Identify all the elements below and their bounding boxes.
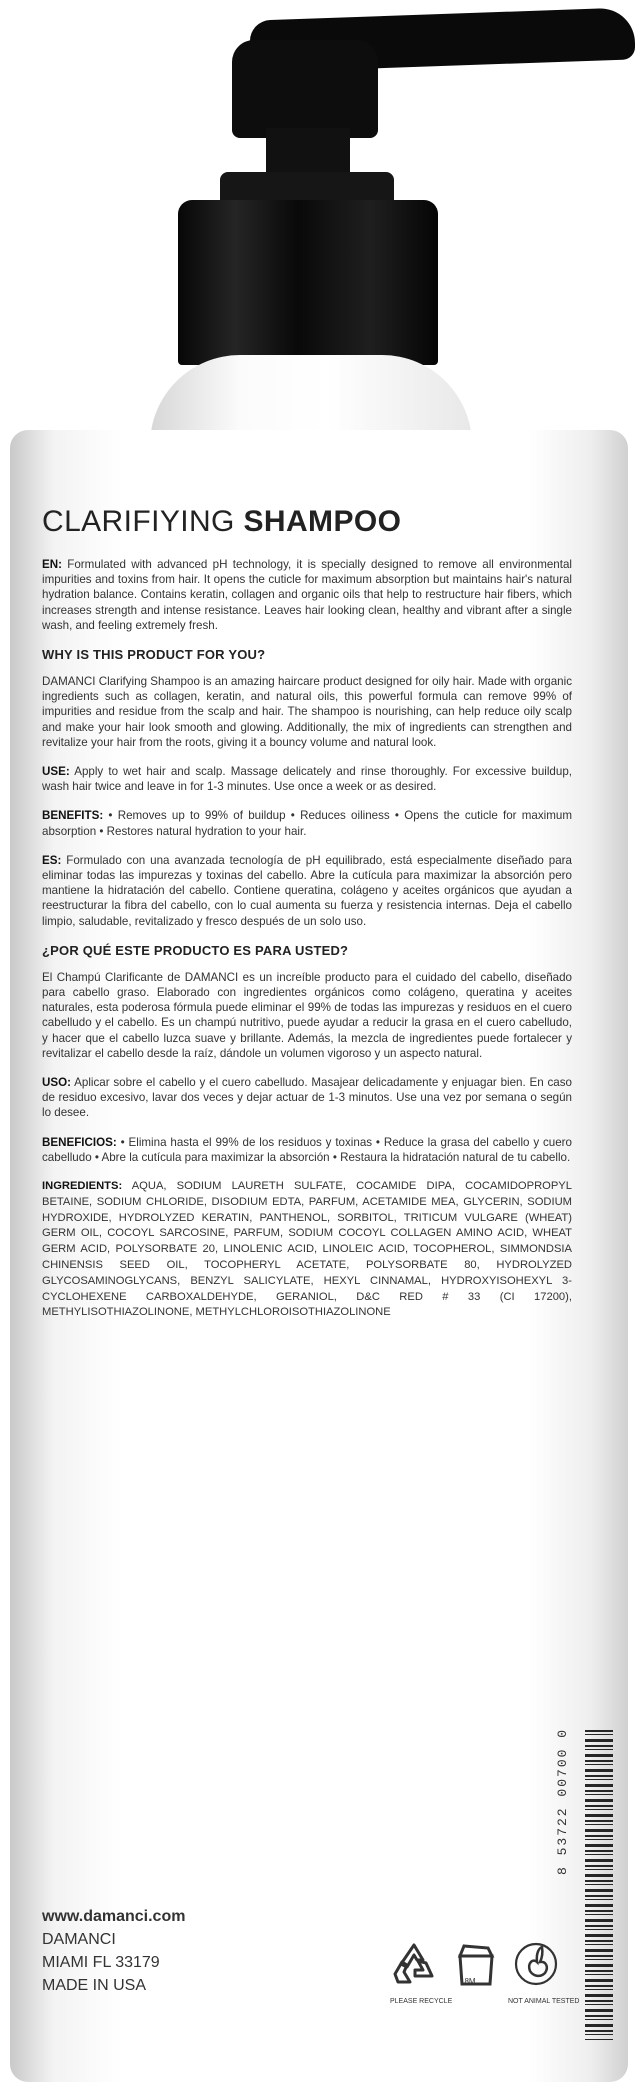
spanish-use-instructions xyxy=(42,1075,572,1121)
title-light: CLARIFIYING xyxy=(42,505,235,538)
brand-name: DAMANCI xyxy=(42,1931,116,1948)
cruelty-free-text: NOT ANIMAL TESTED xyxy=(508,1998,580,2005)
use-label: USE: xyxy=(42,765,70,779)
why-heading: WHY IS THIS PRODUCT FOR YOU? xyxy=(42,647,266,663)
recycle-text: PLEASE RECYCLE xyxy=(390,1998,453,2005)
spanish-language-label: ES: xyxy=(42,853,62,867)
product-label xyxy=(42,505,572,1335)
barcode xyxy=(585,1730,613,2040)
english-description xyxy=(42,557,572,633)
spanish-use-label: USO: xyxy=(42,1076,71,1090)
barcode-number: 8 53722 00700 0 xyxy=(555,1727,570,1875)
spanish-benefits xyxy=(42,1135,572,1165)
spanish-why-heading: ¿POR QUÉ ESTE PRODUCTO ES PARA USTED? xyxy=(42,942,349,958)
spanish-text: Formulado con una avanzada tecnología de pH equilibrado, está especialmente diseñado para eliminar todas las impurezas y toxinas del cabello. Abre la cutícula para maximizar la absorción pero mantiene la hidratación del cabello. Contiene queratina, colágeno y aceites orgánicos que ayudan a reestructurar la fibra del cabello, con lo cual aumenta su fuerza y resistencia internas. Deja el cabello limpio, saludable, revitalizado y fresco después de un solo uso. xyxy=(42,853,572,928)
made-in: MADE IN USA xyxy=(42,1977,147,1994)
english-text: Formulated with advanced pH technology, it is specially designed to remove all environmental impurities and toxins from hair. It opens the cuticle for maximum absorption but maintains hair's natural hydration balance. Contains keratin, collagen and organic oils that help to restructure hair fibers, which increases strength and intense resistance. Leaves hair looking clean, healthy and vibrant after a single wash, and feeling extremely fresh. xyxy=(42,558,572,632)
bottle-cap xyxy=(178,200,438,365)
ingredients xyxy=(42,1179,572,1321)
product-title xyxy=(42,505,572,539)
benefits-label: BENEFITS: xyxy=(42,809,104,823)
pao-text: 18M xyxy=(460,1977,476,1986)
ingredients-label: INGREDIENTS: xyxy=(42,1180,123,1193)
pump-head xyxy=(232,40,378,138)
city-line: MIAMI FL 33179 xyxy=(42,1954,160,1971)
symbols-group xyxy=(390,1940,580,2030)
website: www.damanci.com xyxy=(42,1908,186,1925)
english-language-label: EN: xyxy=(42,558,62,571)
company-address xyxy=(42,1905,185,1997)
spanish-use-text: Aplicar sobre el cabello y el cuero cabelludo. Masajear delicadamente y enjuagar bien. En caso de residuo excesivo, lavar dos veces y dejar actuar de 1-3 minutos. Use una vez por semana o según lo desee. xyxy=(42,1076,572,1120)
bunny-icon xyxy=(512,1940,560,1988)
spanish-benefits-text: • Elimina hasta el 99% de los residuos y toxinas • Reduce la grasa del cabello y cuero cabelludo • Abre la cutícula para maximizar la absorción • Restaura la hidratación natural de tu cabello. xyxy=(42,1135,572,1164)
use-instructions xyxy=(42,764,572,794)
benefits-text: • Removes up to 99% of buildup • Reduces oiliness • Opens the cuticle for maximum absorption • Restores natural hydration to your hair. xyxy=(42,809,572,838)
benefits xyxy=(42,808,572,838)
title-bold: SHAMPOO xyxy=(243,505,402,538)
use-text: Apply to wet hair and scalp. Massage delicately and rinse thoroughly. For excessive buildup, wash hair twice and leave in for 1-3 minutes. Use once a week or as desired. xyxy=(42,765,572,794)
ingredients-text: AQUA, SODIUM LAURETH SULFATE, COCAMIDE DIPA, COCAMIDOPROPYL BETAINE, SODIUM CHLORIDE, DISODIUM EDTA, PARFUM, ACETAMIDE MEA, GLYCERIN, SODIUM HYDROXIDE, HYDROLYZED KERATIN, PANTHENOL, SORBITOL, TRITICUM VULGARE (WHEAT) GERM OIL, COCOYL SARCOSINE, PARFUM, SODIUM COCOYL COLLAGEN AMINO ACID, WHEAT GERM ACID, POLYSORBATE 20, LINOLENIC ACID, LINOLEIC ACID, TOCOPHEROL, SIMMONDSIA CHINENSIS SEED OIL, TOCOPHERYL ACETATE, POLYSORBATE 80, HYDROLYZED GLYCOSAMINOGLYCANS, BENZYL SALICYLATE, HEXYL CINNAMAL, HYDROXYISOHEXYL 3-CYCLOHEXENE CARBOXALDEHYDE, GERANIOL, D&C RED # 33 (CI 17200), METHYLISOTHIAZOLINONE, METHYLCHLOROISOTHIAZOLINONE xyxy=(42,1180,572,1319)
spanish-benefits-label: BENEFICIOS: xyxy=(42,1135,117,1149)
recycle-icon xyxy=(390,1940,438,1988)
spanish-why-text: El Champú Clarificante de DAMANCI es un increíble producto para el cuidado del cabello, diseñado para cabello graso. Elaborado con ingredientes orgánicos como colágeno, queratina y aceites naturales, esta poderosa fórmula puede eliminar el 99% de todas las impurezas y residuos en el cuero cabelludo y el cabello. Es un champú nutritivo, puede ayudar a reducir la grasa en el cuero cabelludo, y hacer que el cabello luzca suave y brillante. Además, la mezcla de ingredientes puede fortalecer y revitalizar el cabello desde la raíz, dándole un volumen vigoroso y un aspecto natural. xyxy=(42,970,572,1060)
why-text: DAMANCI Clarifying Shampoo is an amazing haircare product designed for oily hair. Made with organic ingredients such as collagen, keratin, and natural oils, this powerful formula can remove 99% of impurities and residue from the scalp and hair. The shampoo is nourishing, can help reduce oily scalp and make your hair look smooth and glowing. Additionally, the mix of ingredients can strengthen and revitalize your hair from the roots, giving it a bouncy volume and natural look. xyxy=(42,675,572,749)
spanish-description xyxy=(42,853,572,929)
